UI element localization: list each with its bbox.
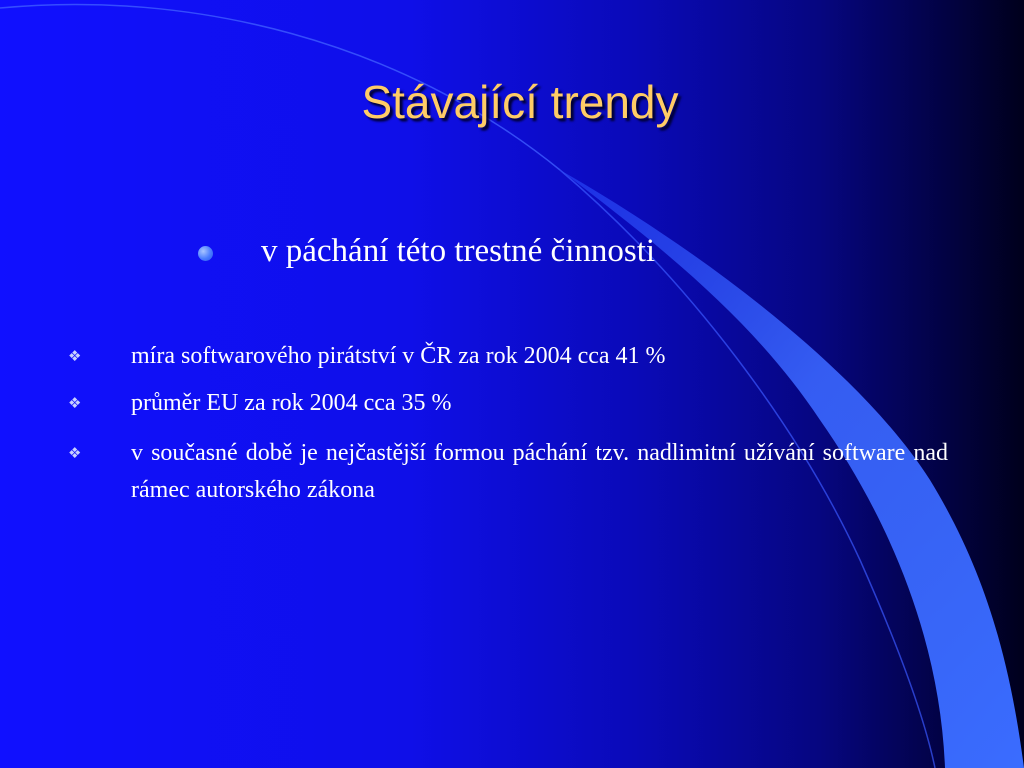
- round-dot-icon: [198, 246, 213, 261]
- diamond-flower-icon: ❖: [68, 394, 82, 412]
- diamond-flower-icon: ❖: [68, 444, 82, 462]
- list-item-text: míra softwarového pirátství v ČR za rok 2004 cca 41 %: [131, 343, 666, 369]
- list-item: [68, 338, 948, 375]
- subtitle-text: v páchání této trestné činnosti: [261, 233, 656, 269]
- diamond-flower-icon: ❖: [68, 347, 82, 365]
- subtitle-bullet: [198, 224, 655, 278]
- slide-title: Stávající trendy: [361, 76, 679, 128]
- list-item-text: v současné době je nejčastější formou páchání tzv. nadlimitní užívání software nad rámec autorského zákona: [131, 440, 948, 503]
- list-item-text: průměr EU za rok 2004 cca 35 %: [131, 390, 452, 416]
- list-item: [68, 435, 948, 509]
- list-item: [68, 385, 948, 422]
